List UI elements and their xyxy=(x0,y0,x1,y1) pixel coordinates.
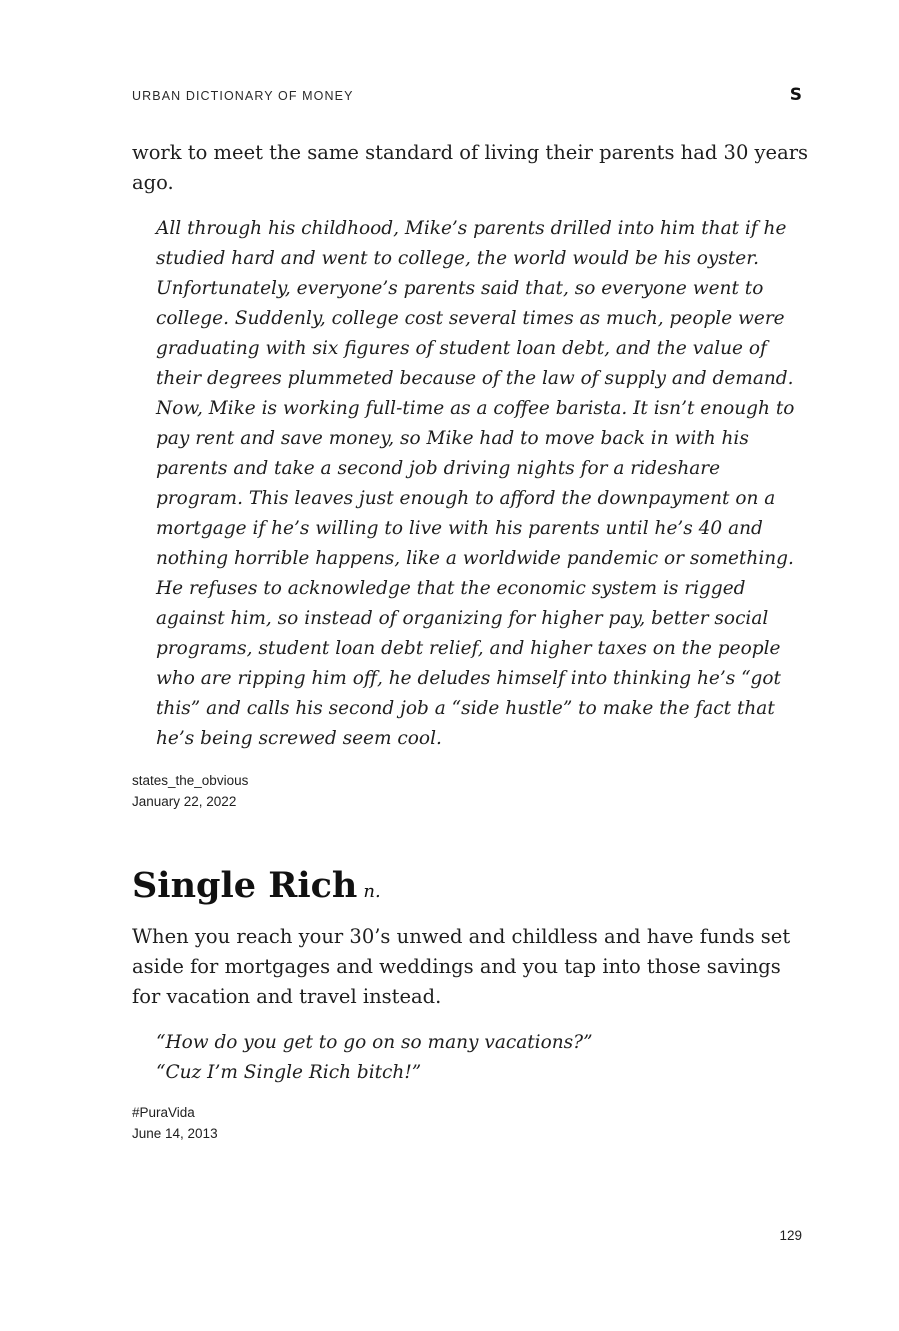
entry-author: states_the_obvious xyxy=(132,773,249,788)
running-head xyxy=(132,87,802,107)
continued-entry xyxy=(132,138,812,812)
definition-continuation: work to meet the same standard of living their parents had 30 years ago. xyxy=(132,141,809,194)
example-line: “How do you get to go on so many vacations?” xyxy=(156,1032,593,1053)
dictionary-entry xyxy=(132,862,812,1144)
example-quote: All through his childhood, Mike’s parents drilled into him that if he studied hard and went to college, the world would be his oyster. Unfortunately, everyone’s parents said that, so everyone went to college. Suddenly, college cost several times as much, people were graduating with six figures of student loan debt, and the value of their degrees plummeted because of the law of supply and demand. Now, Mike is working full-time as a coffee barista. It isn’t enough to pay rent and save money, so Mike had to move back in with his parents and take a second job driving nights for a rideshare program. This leaves just enough to afford the downpayment on a mortgage if he’s willing to live with his parents until he’s 40 and nothing horrible happens, like a worldwide pandemic or something. He refuses to acknowledge that the economic system is rigged against him, so instead of organizing for higher pay, better social programs, student loan debt relief, and higher taxes on the people who are ripping him off, he deludes himself into thinking he’s “got this” and calls his second job a “side hustle” to make the fact that he’s being screwed seem cool. xyxy=(156,218,795,749)
part-of-speech: n. xyxy=(363,881,381,902)
entry-heading xyxy=(132,862,812,916)
example-line: “Cuz I’m Single Rich bitch!” xyxy=(156,1062,422,1083)
page-content xyxy=(132,138,812,1144)
entry-definition: When you reach your 30’s unwed and childless and have funds set aside for mortgages and weddings and you tap into those savings for vacation and travel instead. xyxy=(132,925,791,1008)
entry-term: Single Rich xyxy=(132,865,358,906)
example-quote xyxy=(156,1028,812,1088)
entry-date: January 22, 2022 xyxy=(132,794,237,809)
page-number: 129 xyxy=(779,1228,802,1243)
section-letter: S xyxy=(789,85,802,105)
entry-author: #PuraVida xyxy=(132,1105,195,1120)
entry-date: June 14, 2013 xyxy=(132,1126,218,1141)
book-title: URBAN DICTIONARY OF MONEY xyxy=(132,89,354,103)
